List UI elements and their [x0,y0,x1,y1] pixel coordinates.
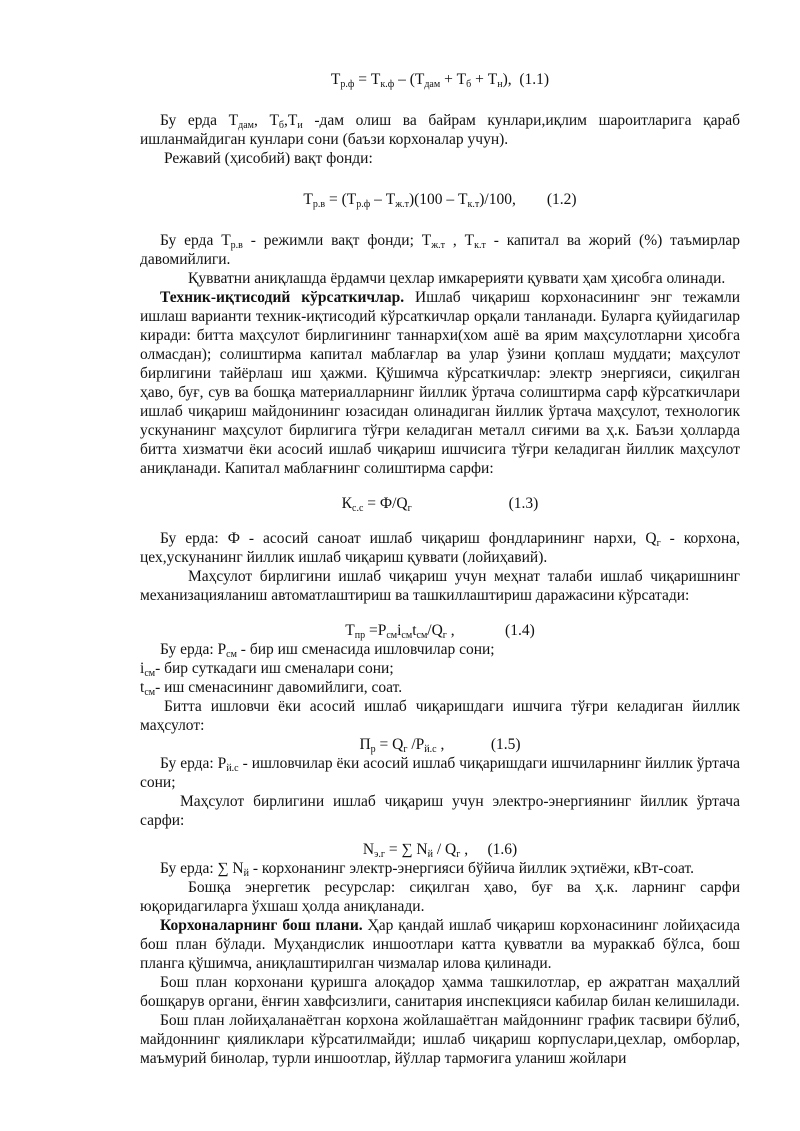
formula-1-5: $П_р = Q_г$ $/Р_{й.с}$ , (1.5) [359,736,521,755]
paragraph: Режавий (ҳисобий) вақт фонди: [164,150,373,167]
paragraph: Корхоналарнинг бош плани. Ҳар қандай ишлаб чиқариш корхонасининг лойиҳасида бош план бўлади. Муҳандислик иншоотлари катта қувватли ва мураккаб бўлса, бош планга қўшимча, аниқлаштирилган чизмалар илова қилинади. [140,917,740,972]
definition-line: Бу ерда: ∑ $N_й$ - корхонанинг электр-энергияси бўйича йиллик эҳтиёжи, кВт-соат. [160,860,694,879]
paragraph: Бу ерда: Ф - асосий саноат ишлаб чиқариш фондларининг нархи, $Q_г$ - корхона, цех,ускунанинг йиллик ишлаб чиқариш қуввати (лойиҳавий). [140,530,741,566]
definition-line: Бу ерда: $Р_{см}$ - бир иш сменасида ишловчилар сони; [160,641,495,660]
formula-1-2: $Т_{р.в} = (Т_{р.ф} - Т_{ж.т})(100 - Т_{к.т})/100$, (1.2) [303,191,577,210]
formula-number: (1.6) [487,841,518,858]
formula-1-6: $N_{э.г}$ = ∑ $N_й / Q_г$ , (1.6) [362,841,518,860]
formula-number: (1.4) [505,622,535,639]
formula-number: (1.2) [546,191,577,208]
paragraph: Бошқа энергетик ресурслар: сиқилган ҳаво, буғ ва ҳ.к. ларнинг сарфи юқоридагиларга ўхшаш ҳолда аниқланади. [140,879,740,915]
formula-1-4: $Т_{пр} =Р_{см}i_{см}t_{см}/Q_г$ , (1.4) [345,622,535,641]
paragraph: Маҳсулот бирлигини ишлаб чиқариш учун электро-энергиянинг йиллик ўртача сарфи: [140,793,740,829]
paragraph: Бу ерда $Т_{р.в}$ - режимли вақт фонди; $Т_{ж.т}$ , $Т_{к.т}$ - капитал ва жорий (%) таъмирлар давомийлиги. [140,232,741,268]
definition-line: $t_{см}-$ иш сменасининг давомийлиги, соат. [140,679,403,698]
document-page [140,70,740,1068]
formula-1-1: $Т_{р.ф} = Т_{к.ф} - (Т_{дам} + Т_б + Т_н)$, (1.1) [330,71,550,90]
paragraph: Техник-иқтисодий кўрсаткичлар. Ишлаб чиқариш корхонасининг энг тежамли ишлаш варианти техник-иқтисодий кўрсаткичлар орқали танланади. Буларга қуйидагилар киради: битта маҳсулот бирлигининг таннархи(хом ашё ва ярим маҳсулотларни ҳисобга олмасдан); солиштирма капитал маблағлар ва улар ўзини қоплаш муддати; маҳсулот бирлигини тайёрлаш иш ҳажми. Қўшимча кўрсаткичлар: электр энергияси, сиқилган ҳаво, буғ, сув ва бошқа материалларнинг йиллик ўртача солиштирма сарф кўрсаткичлари ишлаб чиқариш майдонининг юзасидан олинадиган йиллик ўртача маҳсулот, технологик ускунанинг маҳсулот бирлигига тўғри келадиган металл сиғими ва ҳ.к. Баъзи ҳолларда битта хизматчи ёки асосий ишлаб чиқариш ишчисига тўғри келадиган йиллик маҳсулот аниқланади. Капитал маблағнинг солиштирма сарфи: [140,289,740,477]
paragraph: Бу ерда: $Р_{й.с}$ - ишловчилар ёки асосий ишлаб чиқаришдаги ишчиларнинг йиллик ўртача сони; [140,755,741,791]
paragraph: Бош план лойиҳаланаётган корхона жойлашаётган майдоннинг график тасвири бўлиб, майдоннинг қияликлари кўрсатилмайди; ишлаб чиқариш корпуслари,цехлар, омборлар, маъмурий бинолар, турли иншоотлар, йўллар тармоғига уланиш жойлари [140,1012,740,1067]
paragraph: Бош план корхонани қуришга алоқадор ҳамма ташкилотлар, ер ажратган маҳаллий бошқарув органи, ёнғин хавфсизлиги, санитария инспекцияси кабилар билан келишилади. [140,974,740,1010]
section-heading: Техник-иқтисодий кўрсаткичлар. [160,289,405,306]
formula-number: (1.3) [508,495,539,512]
formula-number: (1.5) [490,736,521,753]
paragraph: Битта ишловчи ёки асосий ишлаб чиқаришдаги ишчига тўғри келадиган йиллик маҳсулот: [140,698,740,734]
definition-line: $i_{см}-$ бир суткадаги иш сменалари сони; [140,660,394,679]
formula-number: (1.1) [519,71,550,88]
section-heading: Корхоналарнинг бош плани. [160,917,363,934]
formula-1-3: $К_{с.с} = Ф/Q_г$ (1.3) [341,495,539,514]
paragraph: Қувватни аниқлашда ёрдамчи цехлар имкарерияти қуввати ҳам ҳисобга олинади. [188,270,726,287]
paragraph: Маҳсулот бирлигини ишлаб чиқариш учун меҳнат талаби ишлаб чиқаришнинг механизацияланиш автоматлаштириш ва ташкиллаштириш даражасини кўрсатади: [140,568,740,604]
paragraph: Бу ерда $Т_{дам}$, $Т_б,Т_и$ -дам олиш ва байрам кунлари,иқлим шароитларига қараб ишланмайдиган кунлари сони (баъзи корхоналар учун). [140,112,740,148]
